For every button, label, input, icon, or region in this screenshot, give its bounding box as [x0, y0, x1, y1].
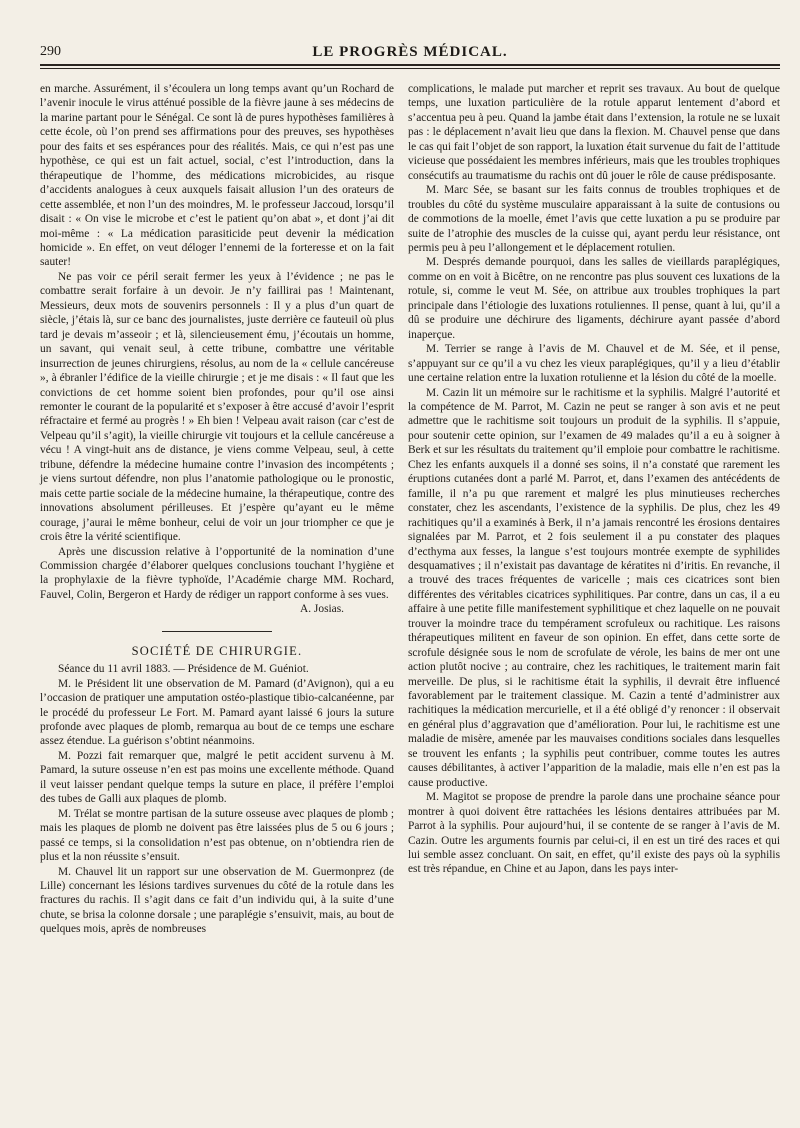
left-column — [40, 82, 394, 937]
section-title: SOCIÉTÉ DE CHIRURGIE. — [131, 643, 303, 658]
running-header — [40, 44, 780, 66]
paragraph: Ne pas voir ce péril serait fermer les yeux à l’évidence ; ne pas le combattre serait forfaire à un devoir. Je n’y faillirai pas ! Maintenant, Messieurs, deux mots de souvenirs personnels : Il y a plus d’un quart de siècle, j’étais là, sur ce banc des journalistes, juste derrière ce fauteuil où plus tard je devais m’asseoir ; et là, silencieusement ému, j’écoutais un homme, un savant, qui venait seul, à cette tribune, combattre une véritable insurrection de jeunes chirurgiens, résolus, au nom de la « cellule cancéreuse », à ébranler l’édifice de la vieille chirurgie ; et je me disais : « Il faut que les convictions de cet homme soient bien profondes, pour qu’il ose ainsi remonter le courant de la popularité et s’exposer à être accusé d’avoir l’esprit réfractaire et fermé au progrès ! » Eh bien ! Velpeau avait raison (car c’est de Velpeau qu’il s’agit), la vieille chirurgie vit toujours et la cellule cancéreuse a vécu ! A vingt-huit ans de distance, je viens comme Velpeau, seul, à cette tribune, défendre la médecine humaine contre l’invasion des incompétents ; je viens surtout défendre, non plus l’anatomie pathologique ou le pronostic, mais cette partie sociale de la médecine humaine, la thérapeutique, contre des innovations absolument périlleuses. Et j’espère qu’ayant eu le même courage, j’aurai le même bonheur, celui de voir un jour triompher ce que je crois être la vérité scientifique. — [40, 270, 394, 544]
paragraph: M. Magitot se propose de prendre la parole dans une prochaine séance pour montrer à quoi doivent être rattachées les lésions dentaires attribuées par M. Parrot à la syphilis. Pour aujourd’hui, il se contente de se ranger à l’avis de M. Cazin. Outre les arguments fournis par celui-ci, il en est un tiré des races et qui lui semble assez concluant. On sait, en effet, qu’il existe des pays où la syphilis est très répandue, en Chine et au Japon, dans les pays inter- — [408, 791, 780, 876]
header-rule — [40, 64, 780, 69]
paragraph: M. le Président lit une observation de M. Pamard (d’Avignon), qui a eu l’occasion de pratiquer une amputation ostéo-plastique tibio-calcanéenne, par le procédé du professeur Le Fort. M. Pamard ayant laissé 6 jours la suture profonde avec plaques de plomb, remarqua au bout de ce temps une eschare assez étendue. La guérison s’obtint néanmoins. — [40, 677, 394, 748]
session-line: Séance du 11 avril 1883. — Présidence de M. Guéniot. — [58, 663, 309, 676]
journal-title: LE PROGRÈS MÉDICAL. — [312, 44, 508, 60]
paragraph: M. Pozzi fait remarquer que, malgré le petit accident survenu à M. Pamard, la suture osseuse n’en est pas moins une excellente méthode. Quand il veut laisser pendant quelque temps la suture en place, il préfère l’emploi des tubes de Galli aux plaques de plomb. — [40, 749, 394, 806]
paragraph: en marche. Assurément, il s’écoulera un long temps avant qu’un Rochard de l’avenir inocule le virus atténué possible de la fièvre jaune à ses médecins de la marine partant pour le Sénégal. Ce sont là de pures hypothèses familières à cette école, où l’on prend ses affirmations pour des preuves, ses hypothèses pour des faits et ses espérances pour des réalités. Mais, ce qui n’est pas une hypothèse, ce qui est un fait actuel, social, c’est l’introduction, dans la thérapeutique de l’homme, des médications microbicides, au risque d’accidents analogues à ceux auxquels faisait allusion l’un des orateurs de cette assemblée, et non l’un des moindres, M. le professeur Jaccoud, lorsqu’il disait : « On vise le microbe et c’est le patient qu’on abat », et dont j’ai dit moi-même : « La médication parasiticide peut devenir la médication homicide ». En effet, on veut déloger l’ennemi de la forteresse et on la fait sauter! — [40, 83, 394, 269]
section-divider — [162, 631, 272, 632]
paragraph: M. Després demande pourquoi, dans les salles de vieillards paraplégiques, comme on en voit à Bicêtre, on ne rencontre pas plus souvent ces luxations de la rotule, si, comme le veut M. Sée, on attribue aux troubles trophiques la part principale dans l’étiologie des luxations rotuliennes. Il pense, quant à lui, qu’il a dû se produire une déchirure des ligaments, déchirure ayant passée d’abord inaperçue. — [408, 256, 780, 341]
author-signature: A. Josias. — [300, 603, 344, 616]
paragraph: M. Chauvel lit un rapport sur une observation de M. Guermonprez (de Lille) concernant les lésions tardives survenues du côté de la rotule dans les fractures du rachis. Il s’agit dans ce fait d’un individu qui, à la suite d’une chute, se brisa la colonne dorsale ; une paraplégie s’ensuivit, mais, au bout de quelques mois, après de nombreuses — [40, 865, 394, 936]
paragraph: M. Terrier se range à l’avis de M. Chauvel et de M. Sée, et il pense, s’appuyant sur ce qu’il a vu chez les vieux paraplégiques, qu’il y a lieu d’établir une certaine relation entre la luxation rotulienne et la lésion du côté de la moelle. — [408, 343, 780, 385]
paragraph: complications, le malade put marcher et reprit ses travaux. Au bout de quelque temps, une luxation particulière de la rotule apparut lentement d’abord et s’accentua peu à peu. Quand la jambe était dans l’extension, la rotule ne se luxait pas : le déplacement n’avait lieu que dans la flexion. M. Chauvel pense que dans le cas qui fait l’objet de son rapport, la luxation était survenue du fait de l’attitude vicieuse que possédaient les membres inférieurs, mais que les troubles trophiques consécutifs au traumatisme du rachis ont dû jouer le rôle de cause prédisposante. — [408, 83, 780, 182]
paragraph: M. Marc Sée, se basant sur les faits connus de troubles trophiques et de troubles du côté du système musculaire apparaissant à la suite de contusions ou de commotions de la moelle, émet l’avis que cette luxation a pu se produire par suite de l’atrophie des muscles de la cuisse qui, ayant perdu leur résistance, ont permis peu à peu l’allongement et le déplacement rotulien. — [408, 184, 780, 254]
paragraph: M. Cazin lit un mémoire sur le rachitisme et la syphilis. Malgré l’autorité et la compétence de M. Parrot, M. Cazin ne peut se ranger à son avis et ne peut admettre que le rachitisme soit toujours un produit de la syphilis. Il s’appuie, pour soutenir cette opinion, sur l’examen de 49 malades qu’il a eu à soigner à Berk et sur les résultats du traitement qu’il emploie pour combattre le rachitisme. Chez les enfants auxquels il a donné ses soins, il n’a constaté que rarement les éruptions cutanées dont a parlé M. Parrot, et, dans l’examen des antécédents de famille, il n’a pu que rarement et malgré les plus minutieuses recherches constater, chez les ascendants, l’existence de la syphilis. De plus, chez les 49 rachitiques qu’il a examinés à Berk, il n’a jamais rencontré les érosions dentaires signalées par M. Parrot, et 2 fois seulement il a pu constater des plaques d’ecthyma aux fesses, la langue s’est toujours montrée exempte de syphilides desquamatives ; il n’existait pas davantage de kératites ni d’iritis. En revanche, il a trouvé des traces fréquentes de varicelle ; mais ces cicatrices sont bien différentes des véritables cicatrices syphilitiques. Par contre, dans un cas, il a eu affaire à une petite fille manifestement syphilitique et chez laquelle on ne pouvait trouver la moindre trace du tempérament scrofuleux ou rachitique. Les raisons thérapeutiques militent en faveur de son opinion. En effet, dans cette sorte de scrofule désignée sous le nom de scrofulate de vérole, les bains de mer ont une action plutôt nocive ; au contraire, chez les rachitiques, le traitement marin fait merveille. De plus, si le rachitisme était la syphilis, il devrait être influencé favorablement par le traitement classique. M. Cazin a tenté d’administrer aux rachitiques la médication mercurielle, et il a été obligé d’y renoncer : il observait en général plus d’aggravation que d’amélioration. Pour lui, le rachitisme est une maladie de misère, amenée par les mauvaises conditions sociales dans lesquelles se trouvent les enfants ; la syphilis peut contribuer, comme toutes les autres causes débilitantes, à activer l’apparition de la maladie, mais elle n’en est pas la cause productive. — [408, 386, 780, 789]
right-column — [408, 82, 780, 877]
paragraph: M. Trélat se montre partisan de la suture osseuse avec plaques de plomb ; mais les plaques de plomb ne doivent pas être laissées plus de 5 ou 6 jours ; passé ce temps, si la consolidation n’est pas obtenue, on n’obtiendra rien de plus et la non réussite s’ensuit. — [40, 807, 394, 864]
paragraph: Après une discussion relative à l’opportunité de la nomination d’une Commission chargée d’élaborer quelques conclusions touchant l’hygiène et la prophylaxie de la fièvre typhoïde, l’Académie charge MM. Rochard, Fauvel, Colin, Bergeron et Hardy de rédiger un rapport conforme à ses vues. — [40, 545, 394, 601]
page-number: 290 — [40, 44, 61, 59]
